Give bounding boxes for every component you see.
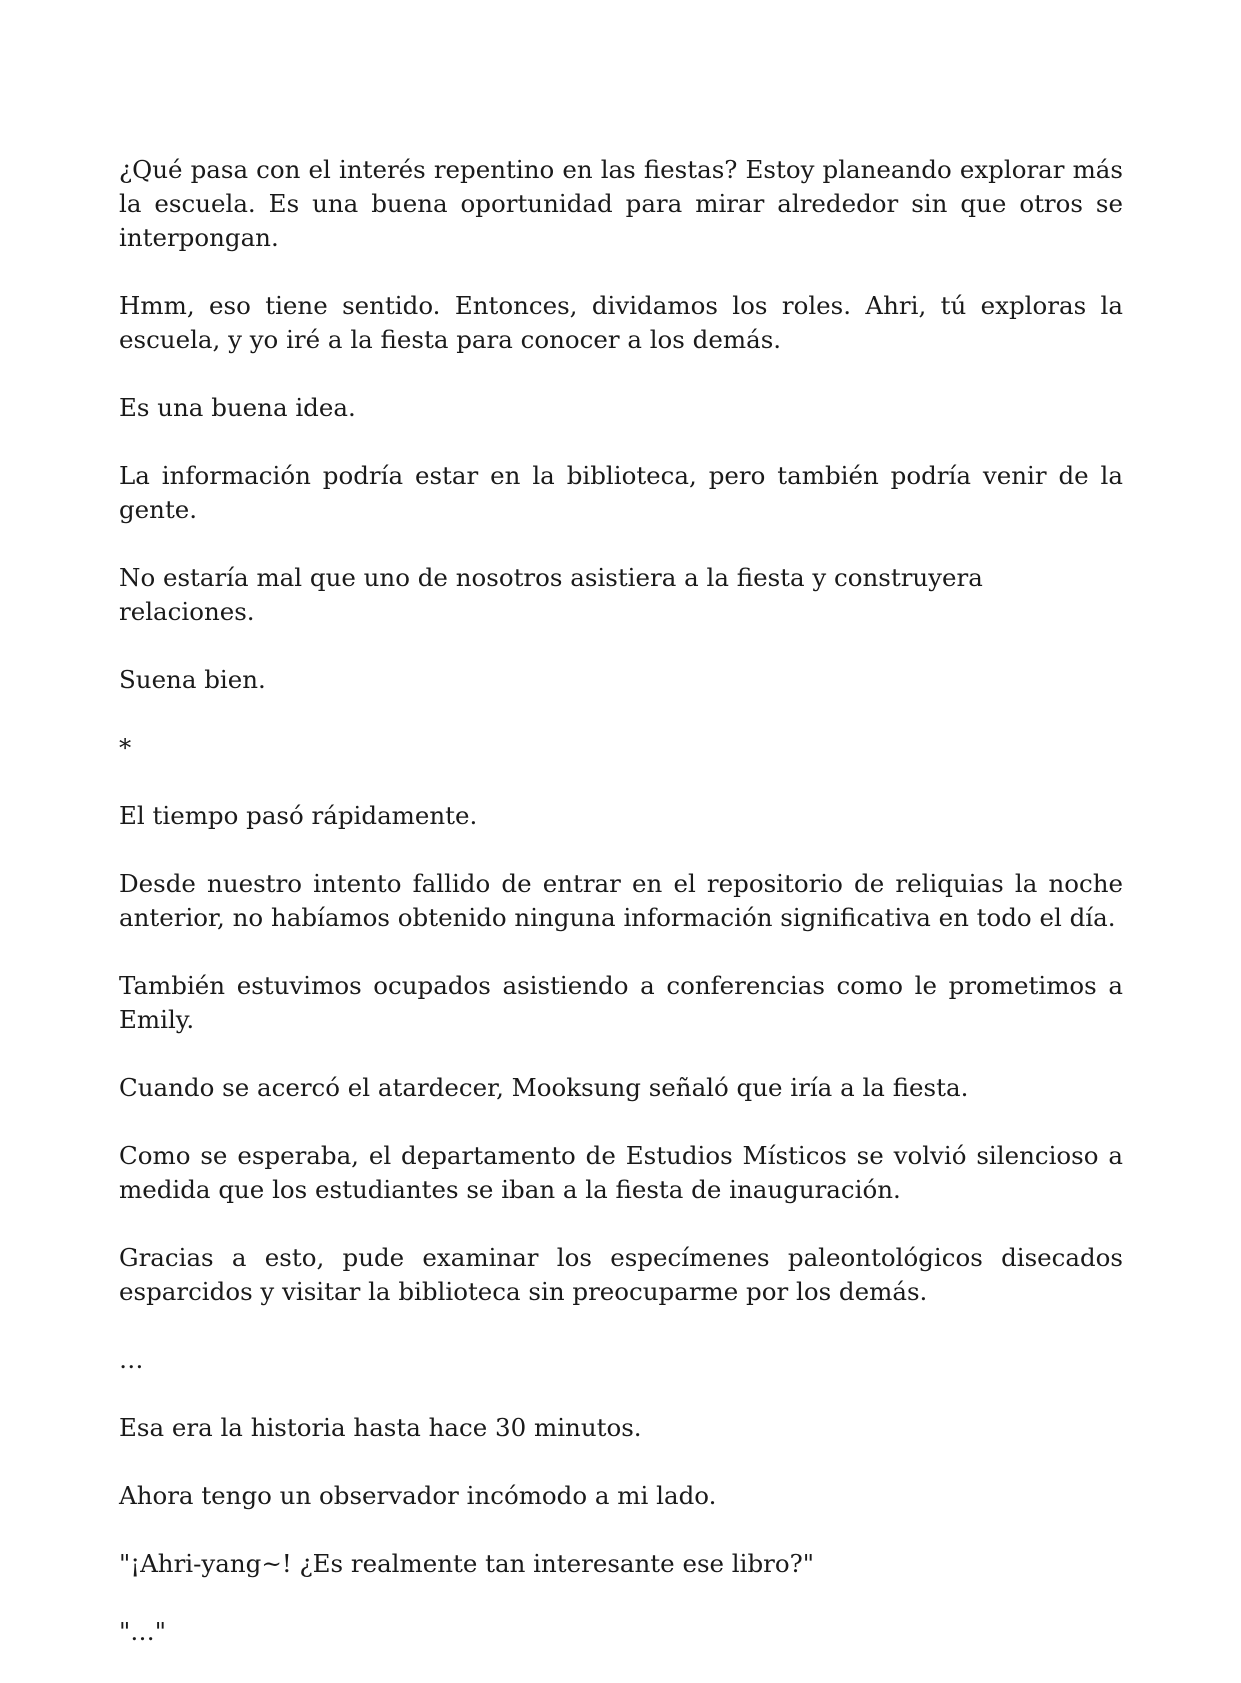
paragraph-11: Como se esperaba, el departamento de Estudios Místicos se volvió silencioso a medida que los estudiantes se iban a la fiesta de inauguración. bbox=[119, 1141, 1123, 1204]
paragraph-2: Hmm, eso tiene sentido. Entonces, dividamos los roles. Ahri, tú exploras la escuela, y yo iré a la fiesta para conocer a los demás. bbox=[119, 291, 1123, 354]
paragraph-4: La información podría estar en la biblioteca, pero también podría venir de la gente. bbox=[119, 461, 1123, 524]
scene-break: * bbox=[119, 733, 132, 762]
paragraph-3: Es una buena idea. bbox=[119, 393, 356, 422]
ellipsis-break: … bbox=[119, 1345, 144, 1374]
paragraph-13: Esa era la historia hasta hace 30 minutos. bbox=[119, 1413, 642, 1442]
paragraph-8: Desde nuestro intento fallido de entrar en el repositorio de reliquias la noche anterior, no habíamos obtenido ninguna información significativa en todo el día. bbox=[119, 869, 1123, 932]
document-body bbox=[119, 153, 1123, 1683]
paragraph-10: Cuando se acercó el atardecer, Mooksung señaló que iría a la fiesta. bbox=[119, 1073, 969, 1102]
paragraph-1: ¿Qué pasa con el interés repentino en las fiestas? Estoy planeando explorar más la escuela. Es una buena oportunidad para mirar alrededor sin que otros se interpongan. bbox=[119, 155, 1123, 252]
dialogue-line-1: "¡Ahri-yang~! ¿Es realmente tan interesante ese libro?" bbox=[119, 1549, 815, 1578]
paragraph-6: Suena bien. bbox=[119, 665, 266, 694]
paragraph-9: También estuvimos ocupados asistiendo a conferencias como le prometimos a Emily. bbox=[119, 971, 1123, 1034]
paragraph-12: Gracias a esto, pude examinar los especímenes paleontológicos disecados esparcidos y visitar la biblioteca sin preocuparme por los demás. bbox=[119, 1243, 1123, 1306]
paragraph-14: Ahora tengo un observador incómodo a mi lado. bbox=[119, 1481, 717, 1510]
paragraph-5: No estaría mal que uno de nosotros asistiera a la fiesta y construyera relaciones. bbox=[119, 563, 983, 626]
paragraph-7: El tiempo pasó rápidamente. bbox=[119, 801, 478, 830]
dialogue-line-2: "…" bbox=[119, 1617, 167, 1646]
